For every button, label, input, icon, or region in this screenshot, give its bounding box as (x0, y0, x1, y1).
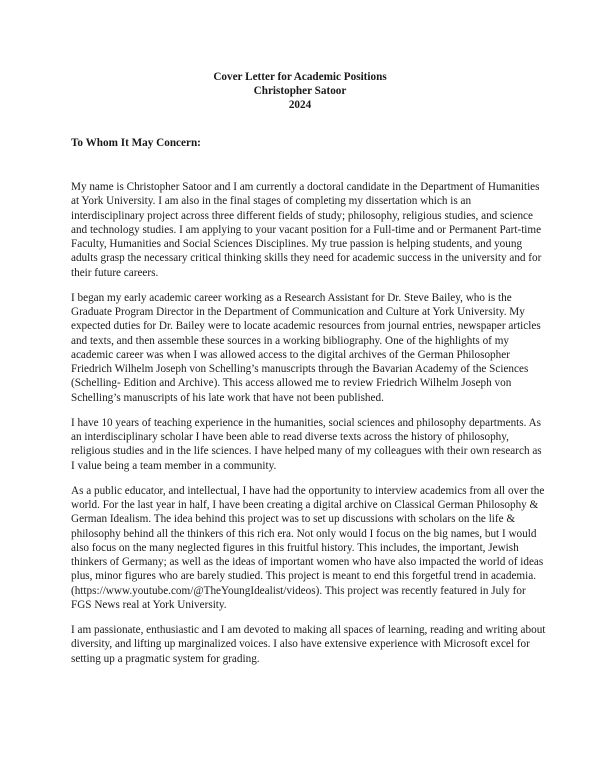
letter-body (71, 180, 547, 677)
document-title: Cover Letter for Academic Positions (213, 71, 387, 83)
salutation: To Whom It May Concern: (71, 137, 201, 149)
paragraph-teaching-experience: I have 10 years of teaching experience in the humanities, social sciences and philosophy departments. As an interdisciplinary scholar I have been able to read diverse texts across the history of philosophy, religious studies and in the life sciences. I have helped many of my colleagues with their own research as I value being a team member in a community. (71, 416, 542, 472)
author-name: Christopher Satoor (253, 85, 347, 97)
paragraph-research-assistant: I began my early academic career working as a Research Assistant for Dr. Steve Bailey, who is the Graduate Program Director in the Department of Communication and Culture at York University. My expected duties for Dr. Bailey were to locate academic resources from journal entries, newspaper articles and texts, and then assemble these sources in a working bibliography. One of the highlights of my academic career was when I was allowed access to the digital archives of the German Philosopher Friedrich Wilhelm Joseph von Schelling’s manuscripts through the Bavarian Academy of the Sciences (Schelling- Edition and Archive). This access allowed me to review Friedrich Wilhelm Joseph von Schelling’s manuscripts of his late work that have not been published. (71, 291, 541, 404)
document-year: 2024 (288, 99, 312, 111)
letter-header (0, 70, 600, 112)
paragraph-passion: I am passionate, enthusiastic and I am devoted to making all spaces of learning, reading and writing about diversity, and lifting up marginalized voices. I also have extensive experience with Microsoft excel for setting up a pragmatic system for grading. (71, 624, 546, 665)
paragraph-introduction: My name is Christopher Satoor and I am currently a doctoral candidate in the Department of Humanities at York University. I am also in the final stages of completing my dissertation which is an interdisciplinary project across three different fields of study; philosophy, religious studies, and science and technology studies. I am applying to your vacant position for a Full-time and or Permanent Part-time Faculty, Humanities and Social Sciences Disciplines. My true passion is helping students, and young adults grasp the necessary critical thinking skills they need for academic success in the university and for their future careers. (71, 181, 542, 279)
paragraph-public-educator: As a public educator, and intellectual, I have had the opportunity to interview academics from all over the world. For the last year in half, I have been creating a digital archive on Classical German Philosophy & German Idealism. The idea behind this project was to set up discussions with scholars on the life & philosophy behind all the thinkers of this rich era. Not only would I focus on the big names, but I would also focus on the many neglected figures in this fruitful history. This includes, the important, Jewish thinkers of Germany; as well as the ideas of important women who have also impacted the world of ideas plus, minor figures who are barely studied. This project is meant to end this forgetful trend in academia. (https://www.youtube.com/@TheYoungIdealist/videos). This project was recently featured in July for FGS News real at York University. (71, 484, 545, 611)
